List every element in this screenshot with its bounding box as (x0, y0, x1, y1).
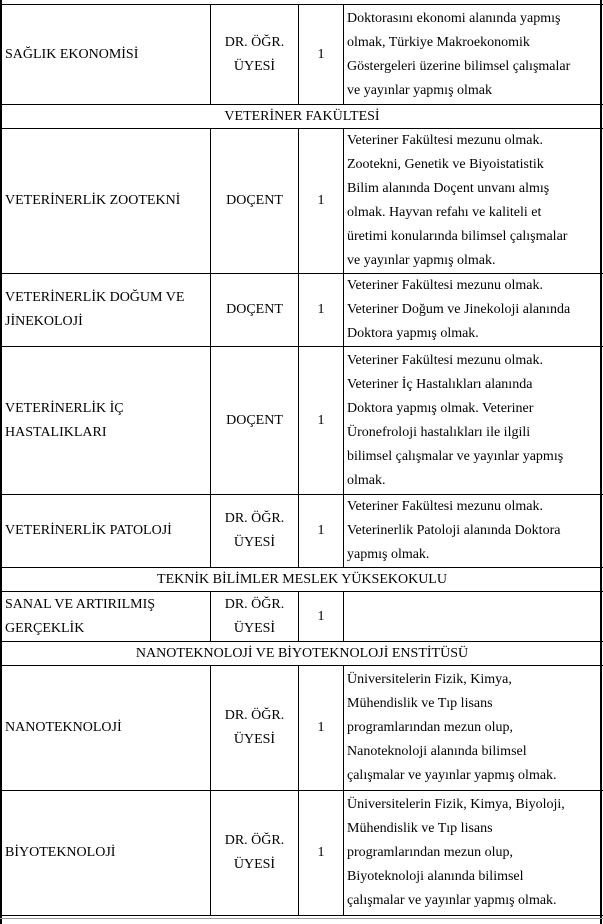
title-line: ÜYESİ (233, 857, 276, 872)
title-line: ÜYESİ (233, 620, 276, 636)
requirement-line: Veteriner Fakültesi mezunu olmak. (347, 133, 543, 148)
count-cell: 1 (299, 791, 344, 916)
requirements-cell (344, 666, 603, 791)
page-bottom-rule (0, 918, 603, 919)
requirement-line: Veteriner Fakültesi mezunu olmak. (347, 352, 543, 368)
section-row (1, 568, 603, 592)
title-cell (211, 666, 299, 791)
department-cell: VETERİNERLİK PATOLOJİ (1, 495, 211, 568)
title-line: DOÇENT (226, 302, 283, 317)
requirements-cell (344, 495, 603, 568)
section-heading: NANOTEKNOLOJİ VE BİYOTEKNOLOJİ ENSTİTÜSÜ (1, 642, 603, 666)
department-cell: BİYOTEKNOLOJİ (1, 791, 211, 916)
section-row (1, 642, 603, 666)
requirement-line: Göstergeleri üzerine bilimsel çalışmalar (347, 58, 571, 74)
requirement-line: olmak. Hayvan refahı ve kaliteli et (347, 205, 542, 220)
requirement-line: olmak. (347, 472, 386, 488)
requirements-cell (344, 5, 603, 105)
count-cell: 1 (299, 347, 344, 495)
count-cell: 1 (299, 129, 344, 274)
requirement-line: programlarından mezun olup, (347, 720, 514, 735)
requirement-line: üretimi konularında bilimsel çalışmalar (347, 229, 568, 244)
requirements-cell (344, 592, 603, 642)
title-cell (211, 791, 299, 916)
department-cell: VETERİNERLİK İÇ HASTALIKLARI (1, 347, 211, 495)
count-cell: 1 (299, 5, 344, 105)
table-row (1, 5, 603, 105)
title-line: ÜYESİ (233, 732, 276, 747)
requirements-cell (344, 791, 603, 916)
title-line: ÜYESİ (233, 535, 276, 550)
title-cell (211, 5, 299, 105)
requirement-line: Biyoteknoloji alanında bilimsel (347, 869, 524, 884)
department-cell: VETERİNERLİK DOĞUM VE JİNEKOLOJİ (1, 274, 211, 347)
table-row (1, 129, 603, 274)
count-cell: 1 (299, 495, 344, 568)
requirement-line: Nanoteknoloji alanında bilimsel (347, 744, 527, 759)
title-line: DR. ÖĞR. (224, 511, 285, 526)
requirement-line: Veterinerlik Patoloji alanında Doktora (347, 523, 561, 538)
requirement-line: Veteriner İç Hastalıkları alanında (347, 376, 533, 392)
table-row (1, 791, 603, 916)
requirement-line: Doktora yapmış olmak. (347, 326, 479, 341)
requirements-cell (344, 274, 603, 347)
department-cell: SANAL VE ARTIRILMIŞ GERÇEKLİK (1, 592, 211, 642)
requirement-line: Üronefroloji hastalıkları ile ilgili (347, 424, 531, 440)
count-cell: 1 (299, 592, 344, 642)
requirement-line: Doktorasını ekonomi alanında yapmış (347, 10, 561, 26)
department-cell: VETERİNERLİK ZOOTEKNİ (1, 129, 211, 274)
positions-table (0, 4, 603, 916)
title-line: DR. ÖĞR. (224, 708, 285, 723)
requirement-line: yapmış olmak. (347, 547, 430, 562)
requirement-line: Üniversitelerin Fizik, Kimya, (347, 672, 512, 687)
requirement-line: ve yayınlar yapmış olmak. (347, 253, 496, 268)
table-row (1, 347, 603, 495)
requirement-line: bilimsel çalışmalar ve yayınlar yapmış (347, 448, 564, 464)
table-row (1, 274, 603, 347)
requirement-line: Mühendislik ve Tıp lisans (347, 696, 493, 711)
title-cell (211, 347, 299, 495)
requirements-cell (344, 347, 603, 495)
section-row (1, 105, 603, 129)
requirement-line: ve yayınlar yapmış olmak (347, 82, 493, 98)
requirement-line: çalışmalar ve yayınlar yapmış olmak. (347, 768, 557, 783)
requirement-line: Doktora yapmış olmak. Veteriner (347, 400, 534, 416)
requirement-line: Üniversitelerin Fizik, Kimya, Biyoloji, (347, 797, 565, 812)
requirements-cell (344, 129, 603, 274)
title-line: DR. ÖĞR. (224, 833, 285, 848)
table-row (1, 495, 603, 568)
title-cell (211, 592, 299, 642)
title-cell (211, 495, 299, 568)
title-cell (211, 274, 299, 347)
title-line: DR. ÖĞR. (224, 596, 285, 612)
table-row (1, 666, 603, 791)
title-line: DOÇENT (226, 193, 283, 208)
requirement-line: Mühendislik ve Tıp lisans (347, 821, 493, 836)
requirement-line: Zootekni, Genetik ve Biyoistatistik (347, 157, 544, 172)
department-cell: NANOTEKNOLOJİ (1, 666, 211, 791)
title-cell (211, 129, 299, 274)
requirement-line: olmak, Türkiye Makroekonomik (347, 34, 530, 50)
section-heading: VETERİNER FAKÜLTESİ (1, 105, 603, 129)
requirement-line: Veteriner Fakültesi mezunu olmak. (347, 278, 543, 293)
requirement-line: Bilim alanında Doçent unvanı almış (347, 181, 550, 196)
department-cell: SAĞLIK EKONOMİSİ (1, 5, 211, 105)
table-row (1, 592, 603, 642)
requirement-line: Veteriner Doğum ve Jinekoloji alanında (347, 302, 571, 317)
count-cell: 1 (299, 274, 344, 347)
title-line: DOÇENT (226, 412, 283, 428)
requirement-line: Veteriner Fakültesi mezunu olmak. (347, 499, 543, 514)
title-line: DR. ÖĞR. (224, 34, 285, 50)
requirement-line: çalışmalar ve yayınlar yapmış olmak. (347, 893, 557, 908)
section-heading: TEKNİK BİLİMLER MESLEK YÜKSEKOKULU (1, 568, 603, 592)
count-cell: 1 (299, 666, 344, 791)
title-line: ÜYESİ (233, 58, 276, 74)
requirement-line: programlarından mezun olup, (347, 845, 514, 860)
